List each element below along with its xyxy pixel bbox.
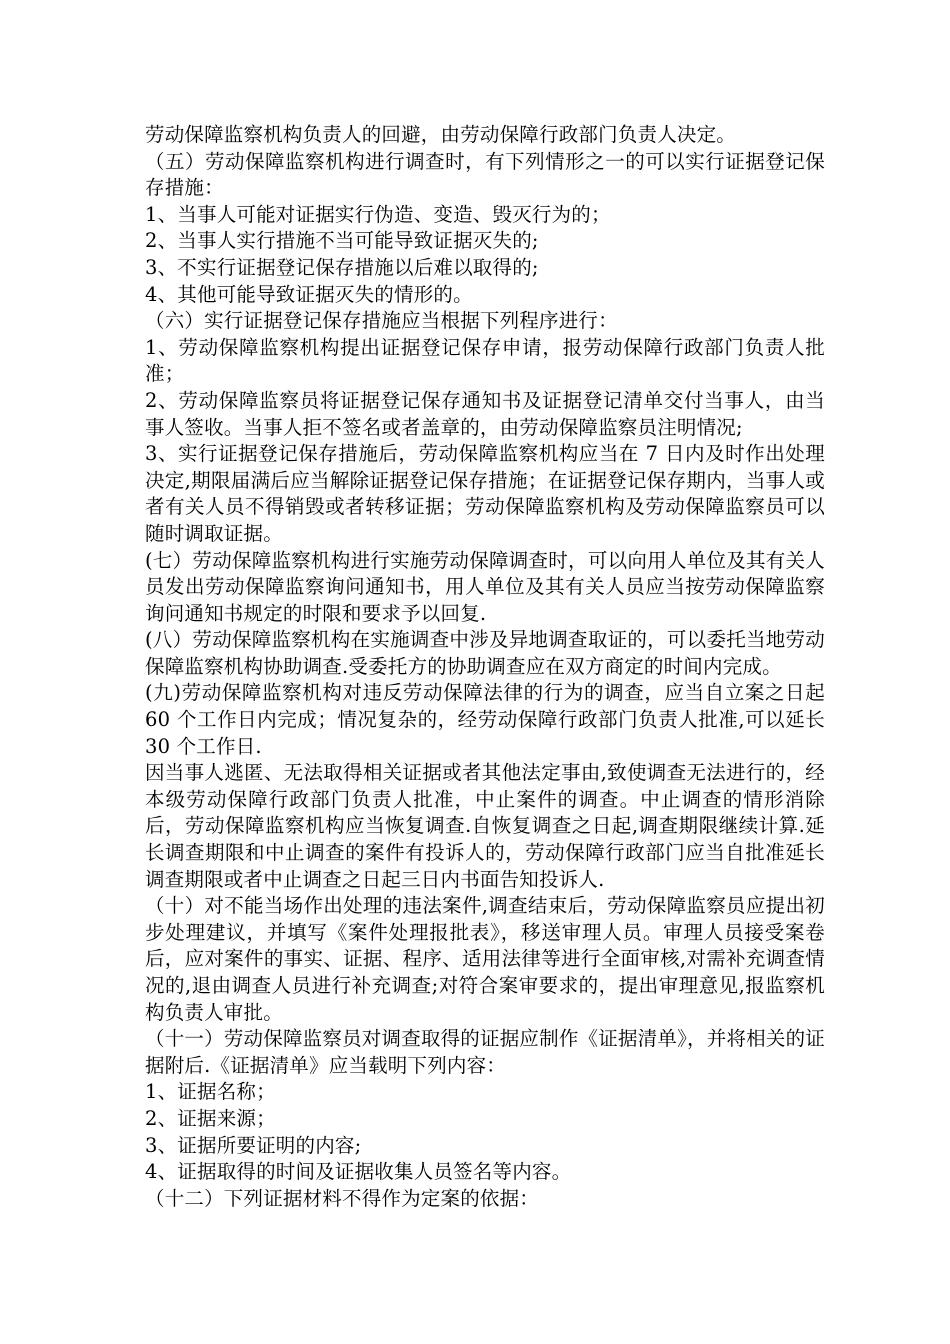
paragraph-section-6-heading: （六）实行证据登记保存措施应当根据下列程序进行： [145, 309, 618, 333]
paragraph-section-5-heading: （五）劳动保障监察机构进行调查时，有下列情形之一的可以实行证据登记保存措施： [145, 149, 825, 200]
paragraph-section-6-item-3: 3、实行证据登记保存措施后，劳动保障监察机构应当在 7 日内及时作出处理决定,期限届满后应当解除证据登记保存措施；在证据登记保存期内，当事人或者有关人员不得销毁或者转移证据；劳动保障监察机构及劳动保障监察员可以随时调取证据。 [145, 442, 825, 545]
paragraph-section-7: (七）劳动保障监察机构进行实施劳动保障调查时，可以向用人单位及其有关人员发出劳动保障监察询问通知书，用人单位及其有关人员应当按劳动保障监察询问通知书规定的时限和要求予以回复. [145, 548, 825, 625]
paragraph-section-11-item-2: 2、证据来源； [145, 1106, 276, 1130]
paragraph-section-11-item-1: 1、证据名称； [145, 1080, 276, 1104]
paragraph-section-6-item-2: 2、劳动保障监察员将证据登记保存通知书及证据登记清单交付当事人，由当事人签收。当事人拒不签名或者盖章的，由劳动保障监察员注明情况; [145, 388, 825, 439]
paragraph-section-5-item-1: 1、当事人可能对证据实行伪造、变造、毁灭行为的； [145, 202, 611, 226]
paragraph-section-6-item-1: 1、劳动保障监察机构提出证据登记保存申请，报劳动保障行政部门负责人批准； [145, 335, 825, 386]
paragraph-recusal-decision: 劳动保障监察机构负责人的回避，由劳动保障行政部门负责人决定。 [145, 123, 737, 146]
document-body [145, 122, 825, 1212]
paragraph-section-11-item-3: 3、证据所要证明的内容; [145, 1133, 362, 1157]
paragraph-section-5-item-4: 4、其他可能导致证据灭失的情形的。 [145, 282, 473, 306]
paragraph-section-9: (九)劳动保障监察机构对违反劳动保障法律的行为的调查，应当自立案之日起 60 个工作日内完成；情况复杂的，经劳动保障行政部门负责人批准,可以延长 30 个工作日. [145, 681, 825, 758]
paragraph-section-11-item-4: 4、证据取得的时间及证据收集人员签名等内容。 [145, 1160, 572, 1184]
paragraph-section-5-item-2: 2、当事人实行措施不当可能导致证据灭失的; [145, 229, 539, 253]
paragraph-section-9-suspension: 因当事人逃匿、无法取得相关证据或者其他法定事由,致使调查无法进行的，经本级劳动保障行政部门负责人批准，中止案件的调查。中止调查的情形消除后，劳动保障监察机构应当恢复调查.自恢复调查之日起,调查期限继续计算.延长调查期限和中止调查的案件有投诉人的，劳动保障行政部门应当自批准延长调查期限或者中止调查之日起三日内书面告知投诉人. [145, 761, 825, 891]
paragraph-section-8: (八）劳动保障监察机构在实施调查中涉及异地调查取证的，可以委托当地劳动保障监察机构协助调查.受委托方的协助调查应在双方商定的时间内完成。 [145, 628, 825, 678]
paragraph-section-12-heading: （十二）下列证据材料不得作为定案的依据： [145, 1186, 540, 1210]
paragraph-section-5-item-3: 3、不实行证据登记保存措施以后难以取得的; [145, 255, 539, 279]
paragraph-section-11-heading: （十一）劳动保障监察员对调查取得的证据应制作《证据清单》，并将相关的证据附后.《证据清单》应当载明下列内容： [145, 1027, 825, 1077]
paragraph-section-10: （十）对不能当场作出处理的违法案件,调查结束后，劳动保障监察员应提出初步处理建议，并填写《案件处理报批表》，移送审理人员。审理人员接受案卷后，应对案件的事实、证据、程序、适用法律等进行全面审核,对需补充调查情况的,退由调查人员进行补充调查;对符合案审要求的，提出审理意见,报监察机构负责人审批。 [145, 894, 825, 1024]
